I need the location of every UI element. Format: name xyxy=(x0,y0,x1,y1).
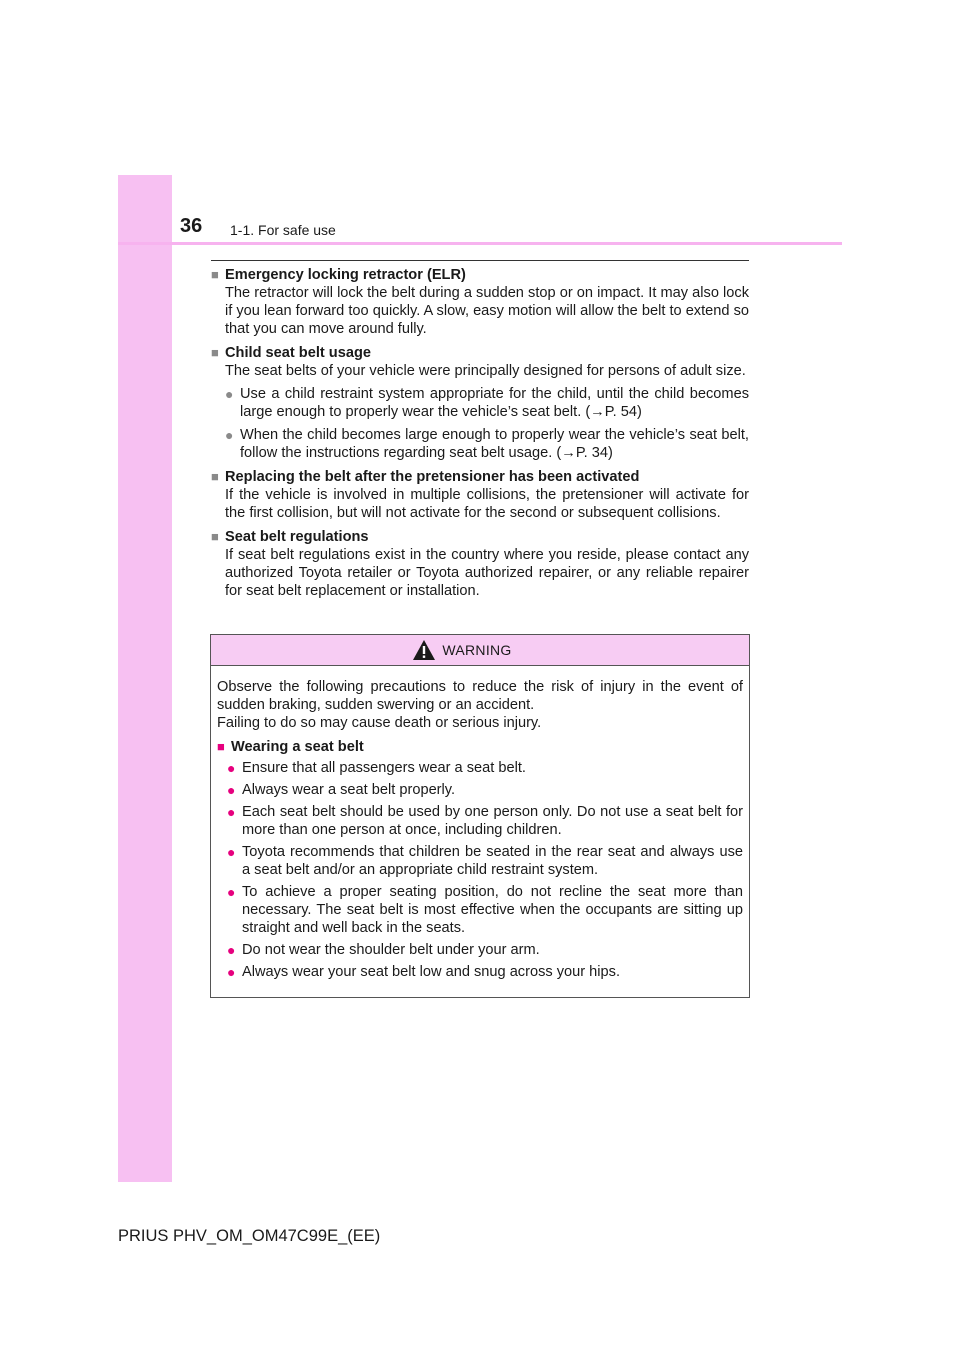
bullet-icon: ● xyxy=(225,386,234,402)
content-divider xyxy=(211,260,749,261)
list-item: ● Each seat belt should be used by one person only. Do not use a seat belt for more than one person at once, including children. xyxy=(227,804,743,838)
bullet-icon: ● xyxy=(227,964,236,980)
section-text: The retractor will lock the belt during a sudden stop or on impact. It may also lock if you lean forward too quickly. A slow, easy motion will allow the belt to extend so that you can move around fully. xyxy=(225,285,749,337)
warning-title: WARNING xyxy=(442,642,512,658)
section-heading: ■ Child seat belt usage xyxy=(211,345,371,361)
bullet-icon: ● xyxy=(227,844,236,860)
section-text: The seat belts of your vehicle were principally designed for persons of adult size. xyxy=(225,363,746,379)
header-rule xyxy=(118,242,842,245)
section-text: If seat belt regulations exist in the country where you reside, please contact any authorized Toyota retailer or Toyota authorized repairer, or any reliable repairer for seat belt replacement or installation. xyxy=(225,547,749,599)
bullet-icon: ● xyxy=(227,942,236,958)
warning-body xyxy=(211,666,749,981)
list-item: ● Use a child restraint system appropriate for the child, until the child becomes large enough to properly wear the vehicle’s seat belt. (→P. 54) xyxy=(225,386,749,420)
bullet-icon: ● xyxy=(227,804,236,820)
list-item: ● Do not wear the shoulder belt under your arm. xyxy=(227,942,540,958)
bullet-icon: ● xyxy=(227,782,236,798)
page-number: 36 xyxy=(180,215,203,237)
warning-bullet-list xyxy=(227,759,743,981)
bullet-list xyxy=(225,385,749,462)
section-child-seat-belt xyxy=(211,344,749,462)
section-title: 1-1. For safe use xyxy=(230,222,336,238)
warning-triangle-icon xyxy=(412,639,436,661)
section-heading: ■ Replacing the belt after the pretensioner has been activated xyxy=(211,469,640,485)
main-content xyxy=(211,266,749,606)
list-item: ● Toyota recommends that children be seated in the rear seat and always use a seat belt and/or an appropriate child restraint system. xyxy=(227,844,743,878)
section-regulations xyxy=(211,528,749,600)
warning-subheading: ■ Wearing a seat belt xyxy=(217,739,364,755)
list-item: ● Always wear your seat belt low and snug across your hips. xyxy=(227,964,620,980)
section-marker-icon: ■ xyxy=(211,529,219,544)
section-pretensioner xyxy=(211,468,749,522)
list-item: ● When the child becomes large enough to properly wear the vehicle’s seat belt, follow the instructions regarding seat belt usage. (→P. 34) xyxy=(225,427,749,461)
section-text: If the vehicle is involved in multiple collisions, the pretensioner will activate for the first collision, but will not activate for the second or subsequent collisions. xyxy=(225,487,749,521)
section-marker-icon: ■ xyxy=(217,739,225,754)
section-marker-icon: ■ xyxy=(211,345,219,360)
section-elr xyxy=(211,266,749,338)
bullet-icon: ● xyxy=(227,884,236,900)
list-item: ● To achieve a proper seating position, do not recline the seat more than necessary. The seat belt is most effective when the occupants are sitting up straight and well back in the seats. xyxy=(227,884,743,936)
warning-header xyxy=(211,635,749,666)
section-heading: ■ Seat belt regulations xyxy=(211,529,369,545)
bullet-icon: ● xyxy=(227,760,236,776)
warning-box xyxy=(210,634,750,998)
document-footer: PRIUS PHV_OM_OM47C99E_(EE) xyxy=(118,1227,381,1245)
section-marker-icon: ■ xyxy=(211,469,219,484)
section-heading: ■ Emergency locking retractor (ELR) xyxy=(211,267,466,283)
section-marker-icon: ■ xyxy=(211,267,219,282)
list-item: ● Ensure that all passengers wear a seat belt. xyxy=(227,760,526,776)
warning-intro: Observe the following precautions to reduce the risk of injury in the event of sudden braking, sudden swerving or an accident. Failing to do so may cause death or serious injury. xyxy=(217,679,743,731)
bullet-icon: ● xyxy=(225,427,234,443)
side-tab-band xyxy=(118,175,172,1182)
list-item: ● Always wear a seat belt properly. xyxy=(227,782,456,798)
